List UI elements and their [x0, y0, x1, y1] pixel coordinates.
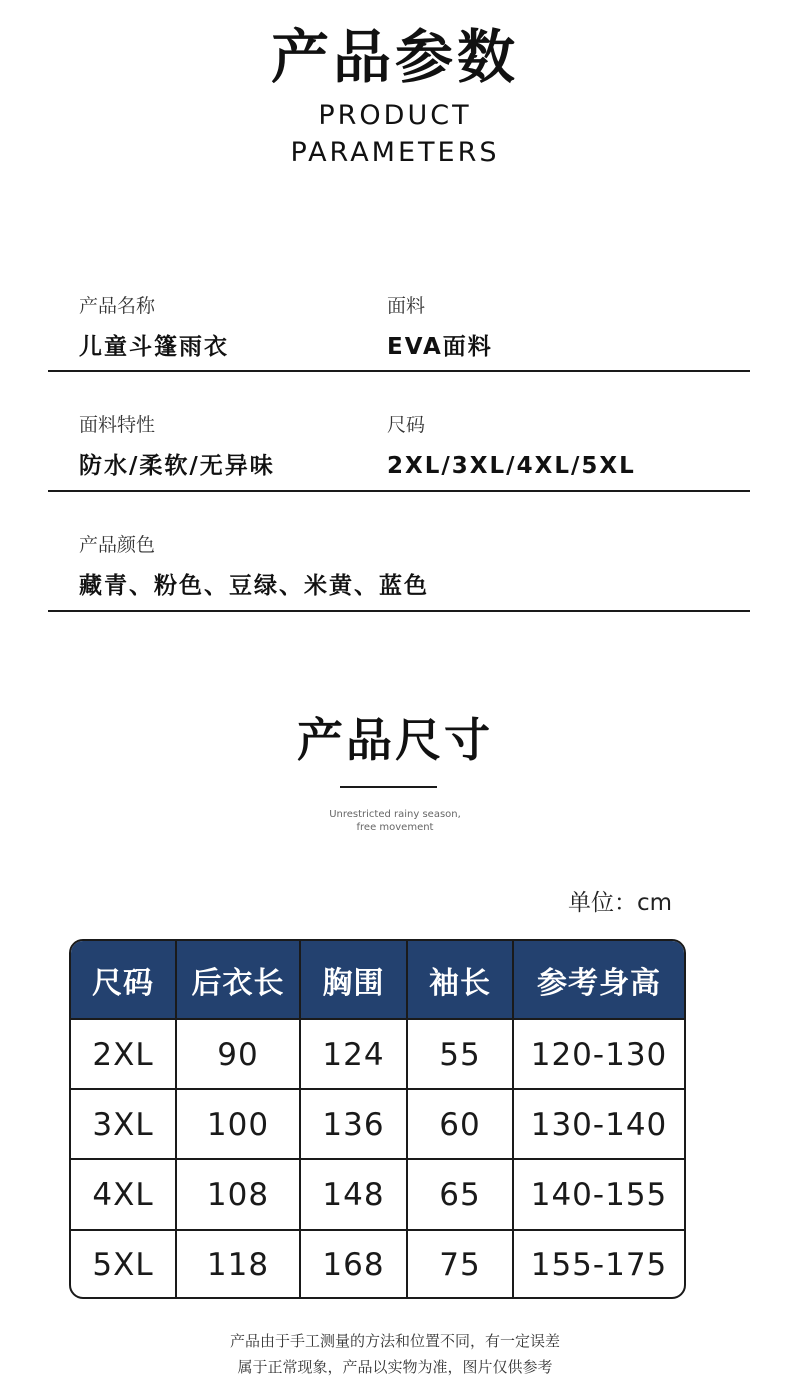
param-row-colors — [48, 490, 750, 612]
table-cell: 140-155 — [530, 1177, 668, 1213]
table-header-row — [71, 941, 684, 1019]
table-cell: 168 — [301, 1231, 408, 1299]
table-cell: 100 — [177, 1090, 301, 1159]
table-cell: 65 — [408, 1160, 514, 1230]
page-subtitle-line1: PRODUCT — [318, 100, 472, 131]
size-section-title: 产品尺寸 — [297, 713, 493, 767]
footnote-line1: 产品由于手工测量的方法和位置不同，有一定误差 — [229, 1332, 560, 1350]
unit-label: 单位：cm — [567, 890, 672, 916]
slogan-line2: free movement — [356, 822, 434, 833]
table-cell: 4XL — [71, 1160, 177, 1230]
table-cell: 155-175 — [530, 1247, 668, 1283]
table-cell: 2XL — [71, 1020, 177, 1089]
table-cell: 118 — [177, 1231, 301, 1299]
param-label: 产品颜色 — [79, 534, 156, 556]
slogan-line1: Unrestricted rainy season, — [329, 809, 461, 820]
table-cell: 120-130 — [530, 1036, 668, 1073]
param-label: 尺码 — [387, 414, 426, 436]
table-cell: 60 — [408, 1090, 514, 1159]
column-header-back-length: 后衣长 — [177, 941, 301, 1019]
param-value: 儿童斗篷雨衣 — [79, 334, 229, 360]
page-subtitle-line2: PARAMETERS — [290, 137, 500, 168]
title-divider — [340, 786, 437, 788]
table-row — [71, 1158, 684, 1230]
table-cell: 148 — [301, 1160, 408, 1230]
table-cell: 5XL — [71, 1231, 177, 1299]
table-cell: 75 — [408, 1231, 514, 1299]
table-cell: 130-140 — [530, 1106, 668, 1143]
param-value: 2XL/3XL/4XL/5XL — [387, 453, 636, 479]
param-value: 藏青、粉色、豆绿、米黄、蓝色 — [79, 573, 429, 599]
param-value: 防水/柔软/无异味 — [79, 453, 275, 479]
param-row-features-size — [48, 370, 750, 492]
param-label: 产品名称 — [79, 295, 156, 317]
page-title: 产品参数 — [270, 23, 519, 91]
column-header-chest: 胸围 — [301, 941, 408, 1019]
table-cell: 136 — [301, 1090, 408, 1159]
column-header-size: 尺码 — [71, 941, 177, 1019]
table-cell: 124 — [301, 1020, 408, 1089]
param-label: 面料 — [387, 295, 426, 317]
footnote-line2: 属于正常现象，产品以实物为准，图片仅供参考 — [237, 1358, 553, 1376]
param-label: 面料特性 — [79, 414, 156, 436]
param-value: EVA面料 — [387, 334, 493, 360]
table-row — [71, 1018, 684, 1089]
size-table — [69, 939, 686, 1299]
table-cell: 55 — [408, 1020, 514, 1089]
table-row — [71, 1088, 684, 1159]
table-cell: 108 — [177, 1160, 301, 1230]
table-cell: 90 — [177, 1020, 301, 1089]
column-header-height: 参考身高 — [537, 966, 661, 1001]
param-row-name-fabric — [48, 250, 750, 372]
table-cell: 3XL — [71, 1090, 177, 1159]
table-row — [71, 1229, 684, 1299]
column-header-sleeve: 袖长 — [408, 941, 514, 1019]
